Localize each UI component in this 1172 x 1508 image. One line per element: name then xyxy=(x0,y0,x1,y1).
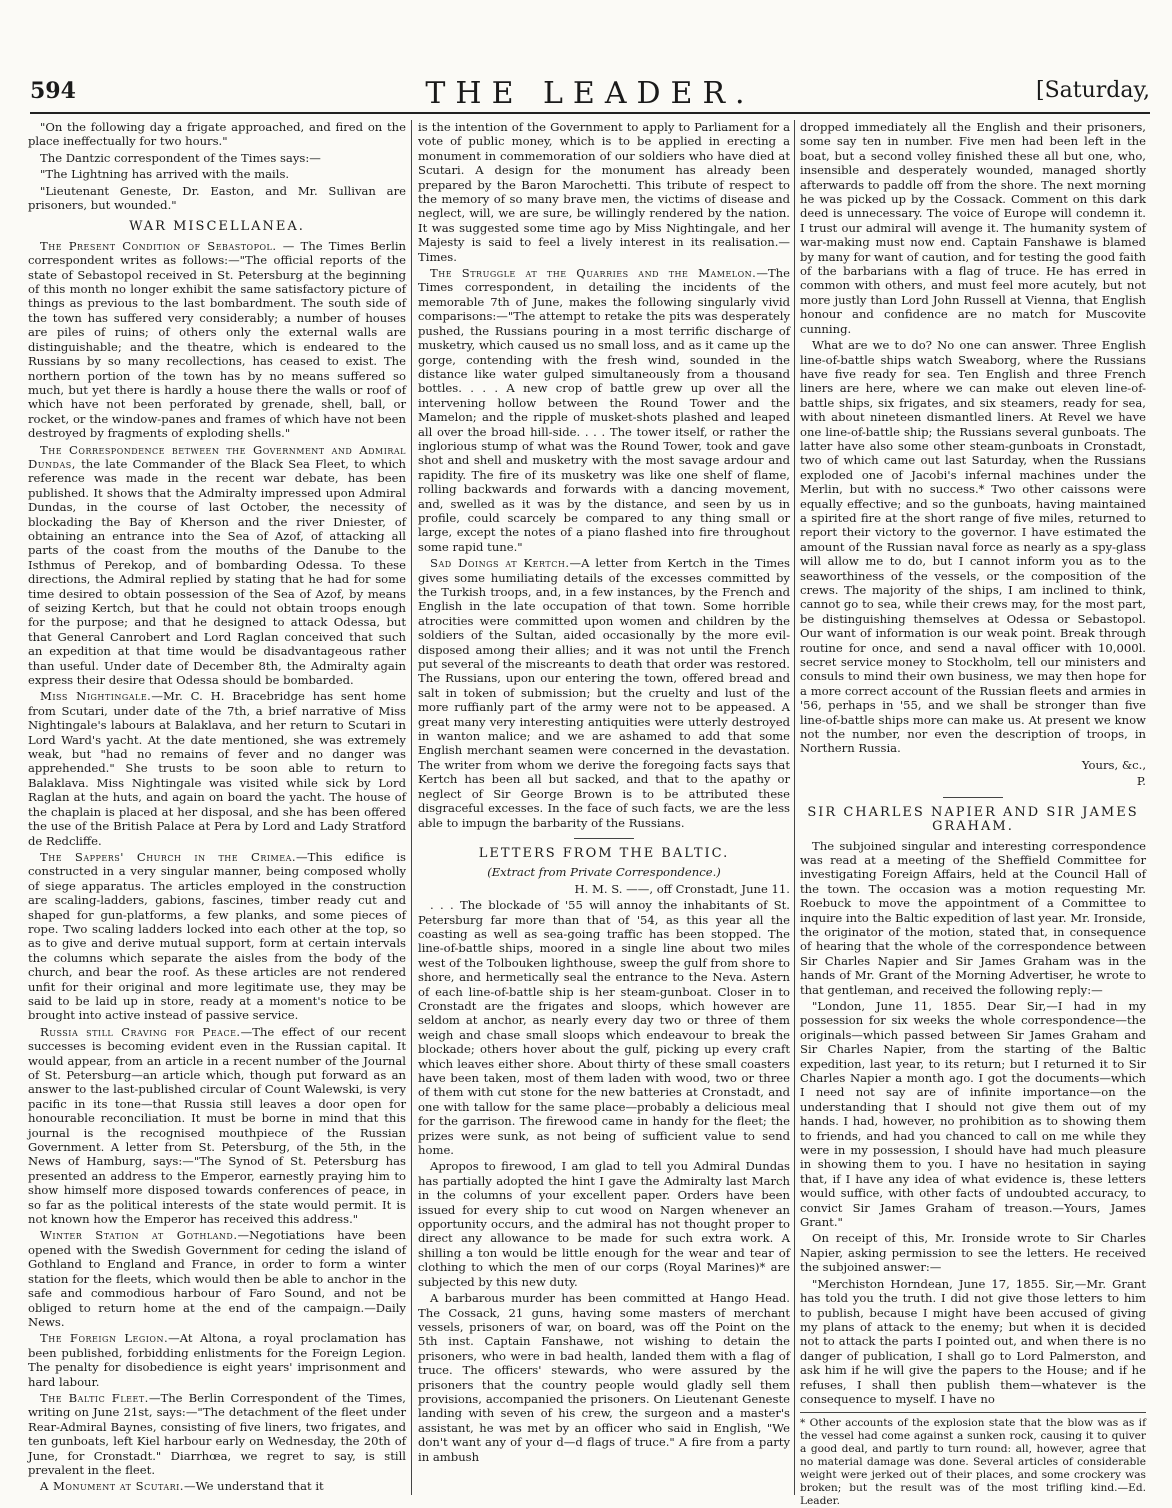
paragraph: On receipt of this, Mr. Ironside wrote to Sir Charles Napier, asking permission to see the letters. He received the subjoined answer:— xyxy=(800,1231,1146,1275)
paragraph xyxy=(28,443,406,688)
page-number: 594 xyxy=(30,78,76,104)
dateline: H. M. S. ——, off Cronstadt, June 11. xyxy=(574,881,790,896)
paragraph: "The Lightning has arrived with the mails. xyxy=(40,167,290,182)
section-heading: LETTERS FROM THE BALTIC. xyxy=(478,845,730,861)
column-2 xyxy=(418,120,790,1495)
section-subheading: (Extract from Private Correspondence.) xyxy=(487,865,721,880)
newspaper-title: THE LEADER. xyxy=(425,76,755,111)
paragraph-lead: Sad Doings at Kertch. xyxy=(430,556,570,571)
paragraph xyxy=(418,556,790,830)
signature: P. xyxy=(1136,774,1146,789)
paragraph-text: —A letter from Kertch in the Times gives some humiliating details of the excesses committed by the Turkish troops, and, in a few instances, by the French and English in the late occupation of that town. Some horrible atrocities were committed upon women and children by the soldiers of the Sultan, aided occasionally by the more evil-disposed among their allies; and it was not until the French put several of the miscreants to death that order was restored. The Russians, upon our entering the town, offered bread and salt in token of submission; but the cruelty and lust of the more ruffianly part of the army were not to be appeased. A great many very interesting antiquities were utterly destroyed in wanton malice; and we are ashamed to add that some English merchant seamen were concerned in the devastation. The writer from whom we derive the foregoing facts says that Kertch has been all but sacked, and that to the apathy or neglect of Sir George Brown is to be attributed these disgraceful excesses. In the face of such facts, we are the less able to impugn the barbarity of the Russians. xyxy=(418,556,790,830)
paragraph-text: —The Berlin Correspondent of the Times, writing on June 21st, says:—"The detachment of the fleet under Rear-Admiral Baynes, consisting of five liners, two frigates, and ten gunboats, left Kiel harbour early on Wednesday, the 20th of June, for Cronstadt." Diarrhœa, we regret to say, is still prevalent in the fleet. xyxy=(28,1390,406,1477)
paragraph: "Lieutenant Geneste, Dr. Easton, and Mr. Sullivan are prisoners, but wounded." xyxy=(28,183,406,213)
paragraph xyxy=(28,1228,406,1329)
column-rule xyxy=(794,120,795,1495)
paragraph-lead: The Sappers' Church in the Crimea. xyxy=(40,849,297,864)
paragraph-lead: Winter Station at Gothland. xyxy=(40,1228,238,1243)
section-heading: WAR MISCELLANEA. xyxy=(129,219,305,235)
paragraph-text: —The effect of our recent successes is becoming evident even in the Russian capital. It would appear, from an article in a recent number of the Journal of St. Petersburg—an article which, though put forward as an answer to the last-published circular of Count Walewski, is very pacific in its tone—that Russia still leaves a door open for honourable reconciliation. It must be borne in mind that this journal is the recognised mouthpiece of the Russian Government. A letter from St. Petersburg, of the 5th, in the News of Hamburg, says:—"The Synod of St. Petersburg has presented an address to the Emperor, earnestly praying him to show himself more disposed towards conferences of peace, in so far as the political interests of the state would permit. It is not known how the Emperor has received this address." xyxy=(28,1024,406,1227)
signoff: Yours, &c., xyxy=(1081,757,1146,772)
paragraph: The Dantzic correspondent of the Times says:— xyxy=(40,150,321,165)
paragraph-lead: The Baltic Fleet. xyxy=(40,1390,149,1405)
paragraph-text: —At Altona, a royal proclamation has been published, forbidding enlistments for the Foreign Legion. The penalty for disobedience is eight years' imprisonment and hard labour. xyxy=(28,1331,406,1389)
paragraph: . . . The blockade of '55 will annoy the inhabitants of St. Petersburg far more than that of '54, as this year all the coasting as well as sea-going traffic has been stopped. The line-of-battle ships, moored in a single line about two miles west of the Tolbouken lighthouse, sweep the gulf from shore to shore, and hermetically seal the entrance to the Neva. Astern of each line-of-battle ship is her steam-gunboat. Closer in to Cronstadt are the frigates and sloops, which however are seldom at anchor, as nearly every day two or three of them weigh and chase small sloops which endeavour to break the blockade; others hover about the gulf, picking up every craft which leaves either shore. About thirty of these small coasters have been taken, most of them laden with wood, two or three of them with cut stone for the new batteries at Cronstadt, and one with tallow for the same place—probably a delicious meal for the garrison. The firewood came in handy for the fleet; the prizes were sunk, as not being of sufficient value to send home. xyxy=(418,898,790,1158)
paragraph: A barbarous murder has been committed at Hango Head. The Cossack, 21 guns, having some masters of merchant vessels, prisoners of war, on board, was off the Point on the 5th inst. Captain Fanshawe, not wishing to detain the prisoners, who were in bad health, landed them with a flag of truce. The officers' stewards, who were assured by the prisoners that the country people would gladly sell them provisions, accompanied the prisoners. On Lieutenant Geneste landing with seven of his crew, the surgeon and a master's assistant, he was met by an officer who said in English, "We don't want any of your d—d flags of truce." A fire from a party in ambush xyxy=(418,1291,790,1464)
paragraph xyxy=(28,1331,406,1389)
issue-day: [Saturday, xyxy=(1036,78,1150,103)
paragraph-lead: The Foreign Legion. xyxy=(40,1331,169,1346)
paragraph: is the intention of the Government to apply to Parliament for a vote of public money, which is to be applied in erecting a monument in commemoration of our soldiers who have died at Scutari. A design for the monument has already been prepared by the Baron Marochetti. This tribute of respect to the memory of so many brave men, the victims of disease and neglect, will, we are sure, be willingly rendered by the nation. It was suggested some time ago by Miss Nightingale, and her Majesty is said to feel a lively interest in its realisation.—Times. xyxy=(418,120,790,264)
paragraph: "On the following day a frigate approached, and fired on the place ineffectually for two hours." xyxy=(28,120,406,149)
paragraph: The subjoined singular and interesting correspondence was read at a meeting of the Sheffield Committee for investigating Foreign Affairs, held at the Council Hall of the town. The occasion was a motion requesting Mr. Roebuck to move the appointment of a Committee to inquire into the Baltic expedition of last year. Mr. Ironside, the originator of the motion, stated that, in consequence of hearing that the whole of the correspondence between Sir Charles Napier and Sir James Graham was in the hands of Mr. Grant of the Morning Advertiser, he wrote to that gentleman, and received the following reply:— xyxy=(800,838,1146,997)
paragraph xyxy=(28,1479,406,1493)
paragraph-lead: A Monument at Scutari. xyxy=(40,1479,184,1494)
paragraph-lead: The Correspondence between the Government and Admiral Dundas, xyxy=(28,442,406,471)
paragraph-lead: Miss Nightingale. xyxy=(40,689,152,704)
paragraph-text: the late Commander of the Black Sea Fleet, to which reference was made in the recent war debate, has been published. It shows that the Admiralty impressed upon Admiral Dundas, in the course of last October, the necessity of blockading the Bay of Kherson and the river Dniester, of obtaining an entrance into the Sea of Azof, of attacking all parts of the coast from the mouths of the Danube to the Isthmus of Perekop, and of bombarding Odessa. To these directions, the Admiral replied by stating that he had for some time desired to obtain possession of the Sea of Azof, by means of seizing Kertch, but that he could not obtain troops enough for the purpose; and that he designed to attack Odessa, but that General Canrobert and Lord Raglan conceived that such an expedition at that time would be disadvantageous rather than useful. Under date of December 8th, the Admiralty again express their desire that Odessa should be bombarded. xyxy=(28,456,406,688)
paragraph xyxy=(418,266,790,554)
paragraph-lead: The Present Condition of Sebastopol. xyxy=(40,238,277,253)
paragraph-text: —The Times correspondent, in detailing the incidents of the memorable 7th of June, makes the following singularly vivid comparisons:—"The attempt to retake the pits was desperately pushed, the Russians pouring in a most terrific discharge of musketry, which caused us no small loss, and as it came up the gorge, contending with the fresh wind, sounded in the distance like water gulped simultaneously from a thousand bottles. . . . A new crop of battle grew up over all the intervening hollow between the Round Tower and the Mamelon; and the ripple of musket-shots plashed and leaped all over the broad hill-side. . . . The tower itself, or rather the inglorious stump of what was the Round Tower, took and gave shot and shell and musketry with the most savage ardour and rapidity. The fire of its musketry was like one shelf of flame, rolling backwards and forwards with a dancing movement, and, swelled as it was by the distance, and seen by us in profile, could scarcely be compared to any thing small or large, except the notes of a piano flashed into fire throughout some rapid tune." xyxy=(418,266,790,554)
paragraph-lead: Russia still Craving for Peace. xyxy=(40,1024,241,1039)
paragraph xyxy=(28,1025,406,1227)
column-1 xyxy=(28,120,406,1495)
paragraph xyxy=(28,689,406,847)
paragraph: What are we to do? No one can answer. Three English line-of-battle ships watch Sweaborg, where the Russians have five ready for sea. Ten English and three French liners are here, where we can make out eleven line-of-battle ships, six frigates, and six steamers, ready for sea, with about nineteen dismantled liners. At Revel we have one line-of-battle ship; the Russians several gunboats. The latter have also some other steam-gunboats in Cronstadt, two of which came out last Saturday, when the Russians exploded one of Jacobi's infernal machines under the Merlin, but with no success.* Two other caissons were equally effective; and so the gunboats, having maintained a spirited fire at the short range of five miles, returned to report their victory to the governor. I have estimated the amount of the Russian naval force as nearly as a spy-glass will allow me to do, but I cannot inform you as to the seaworthiness of the vessels, or the composition of the crews. The majority of the ships, I am inclined to think, cannot go to sea, while their crews may, for the most part, be distinguishing themselves at Odessa or Sebastopol. Our want of information is our weak point. Break through routine for once, and send a naval officer with 10,000l. secret service money to Stockholm, tell our ministers and consuls to mind their own business, we may then hope for a more correct account of the Russian fleets and armies in '56, perhaps in '55, and we shall be stronger than five line-of-battle ships more can make us. At present we know not the number, nor even the description of troops, in Northern Russia. xyxy=(800,338,1146,756)
paragraph xyxy=(28,850,406,1023)
paragraph: Apropos to firewood, I am glad to tell you Admiral Dundas has partially adopted the hint I gave the Admiralty last March in the columns of your excellent paper. Orders have been issued for every ship to cut wood on Nargen whenever an opportunity occurs, and the admiral has not thought proper to direct any allowance to be made for such extra work. A shilling a ton would be little enough for the wear and tear of clothing to which the men of our corps (Royal Marines)* are subjected by this new duty. xyxy=(418,1159,790,1289)
masthead xyxy=(30,72,1150,114)
paragraph-lead: The Struggle at the Quarries and the Mamelon. xyxy=(430,266,757,281)
paragraph-text: — The Times Berlin correspondent writes as follows:—"The official reports of the state of Sebastopol received in St. Petersburg at the beginning of this month no longer exhibit the same satisfactory picture of things as previous to the last bombardment. The south side of the town has suffered very considerably; a number of houses are piles of ruins; of others only the external walls are distinguishable; and the theatre, which is endeared to the Russians by so many recollections, has ceased to exist. The northern portion of the town has by no means suffered so much, but yet there is hardly a house there the walls or roof of which have not been perforated by grenade, shell, ball, or rocket, or the window-panes and frames of which have not been destroyed by fragments of exploding shells." xyxy=(28,238,406,441)
column-rule xyxy=(411,120,412,1495)
paragraph: dropped immediately all the English and their prisoners, some say ten in number. Five men had been left in the boat, but a second volley finished these all but one, who, insensible and desperately wounded, managed shortly afterwards to paddle off from the shore. The next morning he was picked up by the Cossack. Comment on this dark deed is unnecessary. The voice of Europe will condemn it. I trust our admiral will avenge it. The humanity system of war-making must now end. Captain Fanshawe is blamed by many for want of caution, and for testing the good faith of the barbarians with a flag of truce. He has erred in common with others, and must feel more acutely, but not more justly than Lord John Russell at Vienna, that English honour and confidence are no match for Muscovite cunning. xyxy=(800,120,1146,336)
paragraph-text: —We understand that it xyxy=(184,1479,324,1494)
column-3 xyxy=(800,120,1146,1508)
paragraph: "London, June 11, 1855. Dear Sir,—I had in my possession for six weeks the whole correspondence—the originals—which passed between Sir James Graham and Sir Charles Napier, from the starting of the Baltic expedition, last year, to its return; but I returned it to Sir Charles Napier a month ago. I got the documents—which I need not say are of infinite importance—on the understanding that I should not give them out of my hands. I had, however, no prohibition as to showing them to friends, and had you chanced to call on me while they were in my possession, I should have had much pleasure in showing them to you. I have no hesitation in saying that, if I have any idea of what evidence is, these letters would suffice, with other facts of undoubted accuracy, to convict Sir James Graham of treason.—Yours, James Grant." xyxy=(800,998,1146,1230)
divider xyxy=(943,797,1003,798)
divider xyxy=(574,838,634,839)
paragraph xyxy=(28,239,406,441)
paragraph-text: —Negotiations have been opened with the Swedish Government for ceding the island of Gothland to England and France, in order to form a winter station for the fleets, which would then be able to anchor in the safe and commodious harbour of Faro Sound, and not be obliged to return home at the end of the campaign.—Daily News. xyxy=(28,1228,406,1329)
section-heading: SIR CHARLES NAPIER AND SIR JAMES GRAHAM. xyxy=(807,804,1139,835)
paragraph xyxy=(28,1391,406,1477)
paragraph-text: —This edifice is constructed in a very singular manner, being composed wholly of siege apparatus. The articles employed in the construction are scaling-ladders, gabions, fascines, timber ready cut and shaped for gun-platforms, a few planks, and some pieces of rope. Two scaling ladders locked into each other at the top, so as to give and derive mutual support, form at certain intervals the columns which separate the aisles from the body of the church, and bear the roof. As these articles are not rendered unfit for their original and more legitimate use, they may be said to be laid up in store, ready at a moment's notice to be brought into active instead of passive service. xyxy=(28,849,406,1023)
footnote: * Other accounts of the explosion state that the blow was as if the vessel had come against a sunken rock, causing it to quiver a good deal, and partly to turn round: all, however, agree that no material damage was done. Several articles of considerable weight were jerked out of their places, and some crockery was broken; but the result was of the most trifling kind.—Ed. Leader. xyxy=(800,1412,1146,1508)
paragraph: "Merchiston Horndean, June 17, 1855. Sir,—Mr. Grant has told you the truth. I did not give those letters to him to publish, because I might have been accused of giving my plans of attack to the enemy; but when it is decided not to attack the parts I pointed out, and when there is no danger of publication, I shall go to Lord Palmerston, and ask him if he will give the papers to the House; and if he refuses, I shall then publish them—whatever is the consequence to myself. I have no xyxy=(800,1276,1146,1406)
paragraph-text: —Mr. C. H. Bracebridge has sent home from Scutari, under date of the 7th, a brief narrative of Miss Nightingale's labours at Balaklava, and her return to Scutari in Lord Ward's yacht. At the date mentioned, she was extremely weak, but "had no remains of fever and no danger was apprehended." She trusts to be soon able to return to Balaklava. Miss Nightingale was visited while sick by Lord Raglan at the huts, and again on board the yacht. The house of the chaplain is placed at her disposal, and she has been offered the use of the British Palace at Pera by Lord and Lady Stratford de Redcliffe. xyxy=(28,689,406,848)
